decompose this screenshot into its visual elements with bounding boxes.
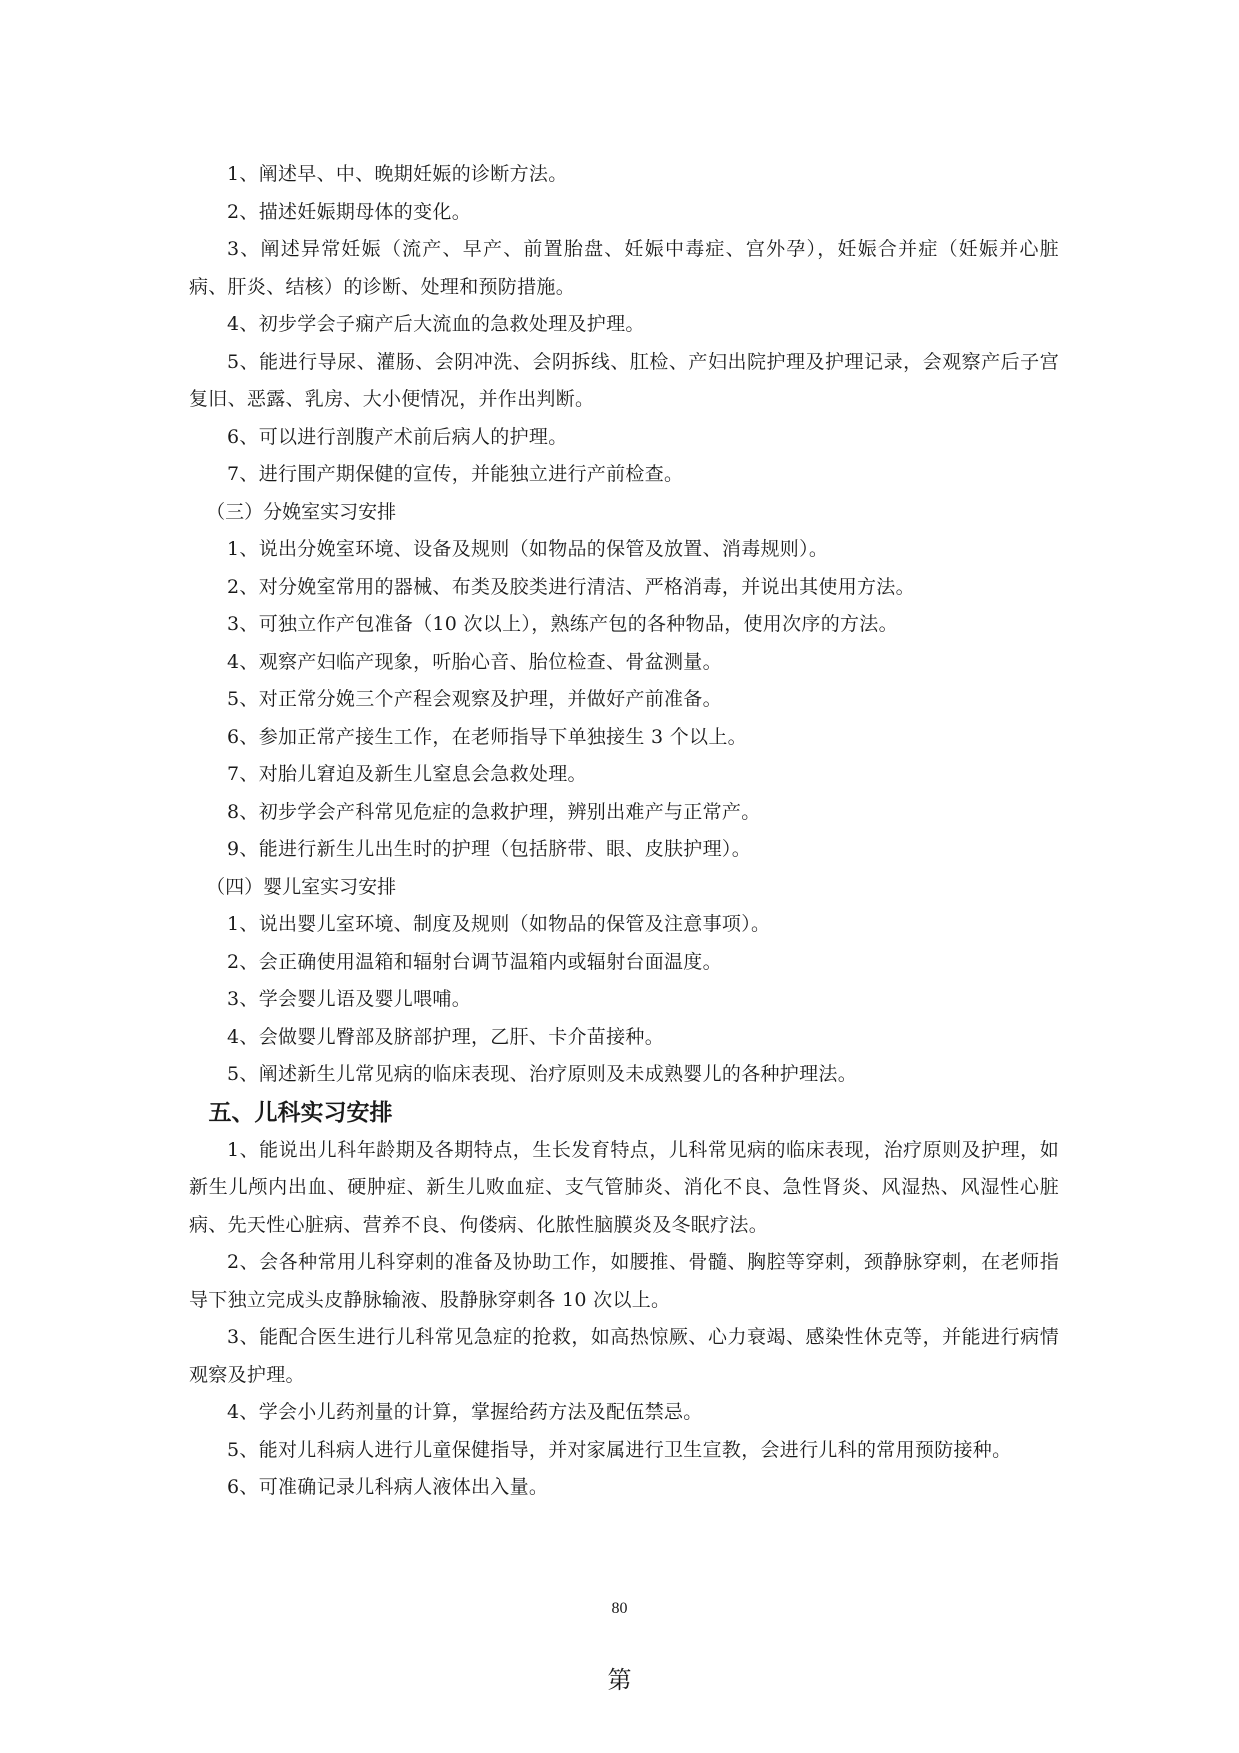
list-item: 5、能对儿科病人进行儿童保健指导，并对家属进行卫生宣教，会进行儿科的常用预防接种。 (227, 1438, 1012, 1461)
list-item: 3、学会婴儿语及婴儿喂哺。 (227, 988, 471, 1010)
section-subtitle-nursery: （四）婴儿室实习安排 (206, 875, 397, 898)
list-item: 2、会各种常用儿科穿刺的准备及协助工作，如腰推、骨髓、胸腔等穿刺，颈静脉穿刺，在老师指导下独立完成头皮静脉输液、股静脉穿刺各 10 次以上。 (189, 1251, 1059, 1311)
list-item: 3、阐述异常妊娠（流产、早产、前置胎盘、妊娠中毒症、宫外孕），妊娠合并症（妊娠并心脏病、肝炎、结核）的诊断、处理和预防措施。 (189, 238, 1059, 298)
list-item: 5、阐述新生儿常见病的临床表现、治疗原则及未成熟婴儿的各种护理法。 (227, 1063, 857, 1085)
section-heading-pediatrics: 五、儿科实习安排 (208, 1099, 393, 1126)
list-item: 2、会正确使用温箱和辐射台调节温箱内或辐射台面温度。 (227, 950, 722, 973)
list-item: 4、学会小儿药剂量的计算，掌握给药方法及配伍禁忌。 (227, 1401, 703, 1423)
list-item: 1、说出分娩室环境、设备及规则（如物品的保管及放置、消毒规则）。 (227, 538, 829, 560)
list-item: 2、描述妊娠期母体的变化。 (227, 200, 471, 223)
list-item: 6、参加正常产接生工作，在老师指导下单独接生 3 个以上。 (227, 725, 747, 748)
list-item: 5、能进行导尿、灌肠、会阴冲洗、会阴拆线、肛检、产妇出院护理及护理记录，会观察产后子宫复旧、恶露、乳房、大小便情况，并作出判断。 (189, 350, 1059, 410)
list-item: 4、会做婴儿臀部及脐部护理，乙肝、卡介苗接种。 (227, 1025, 664, 1048)
list-item: 2、对分娩室常用的器械、布类及胶类进行清洁、严格消毒，并说出其使用方法。 (227, 575, 915, 598)
footer-text: 第 (607, 1666, 632, 1694)
list-item: 7、进行围产期保健的宣传，并能独立进行产前检查。 (227, 463, 684, 485)
list-item: 9、能进行新生儿出生时的护理（包括脐带、眼、皮肤护理）。 (227, 838, 751, 860)
list-item: 3、可独立作产包准备（10 次以上），熟练产包的各种物品，使用次序的方法。 (227, 613, 898, 635)
list-item: 5、对正常分娩三个产程会观察及护理，并做好产前准备。 (227, 688, 722, 710)
document-body (189, 156, 1059, 1507)
list-item: 8、初步学会产科常见危症的急救护理，辨别出难产与正常产。 (227, 800, 761, 823)
section-subtitle-delivery: （三）分娩室实习安排 (206, 500, 397, 523)
list-item: 6、可准确记录儿科病人液体出入量。 (227, 1476, 549, 1498)
list-item: 7、对胎儿窘迫及新生儿窒息会急救处理。 (227, 763, 587, 785)
page-number: 80 (611, 1600, 628, 1617)
list-item: 3、能配合医生进行儿科常见急症的抢救，如高热惊厥、心力衰竭、感染性休克等，并能进行病情观察及护理。 (189, 1326, 1059, 1386)
list-item: 6、可以进行剖腹产术前后病人的护理。 (227, 425, 568, 448)
list-item: 1、阐述早、中、晚期妊娠的诊断方法。 (227, 163, 568, 185)
list-item: 4、观察产妇临产现象，听胎心音、胎位检查、骨盆测量。 (227, 650, 722, 673)
list-item: 1、说出婴儿室环境、制度及规则（如物品的保管及注意事项）。 (227, 913, 771, 935)
list-item: 4、初步学会子痫产后大流血的急救处理及护理。 (227, 313, 645, 335)
list-item: 1、能说出儿科年龄期及各期特点，生长发育特点，儿科常见病的临床表现，治疗原则及护理，如新生儿颅内出血、硬肿症、新生儿败血症、支气管肺炎、消化不良、急性肾炎、风湿热、风湿性心脏病、先天性心脏病、营养不良、佝偻病、化脓性脑膜炎及冬眠疗法。 (189, 1138, 1059, 1236)
